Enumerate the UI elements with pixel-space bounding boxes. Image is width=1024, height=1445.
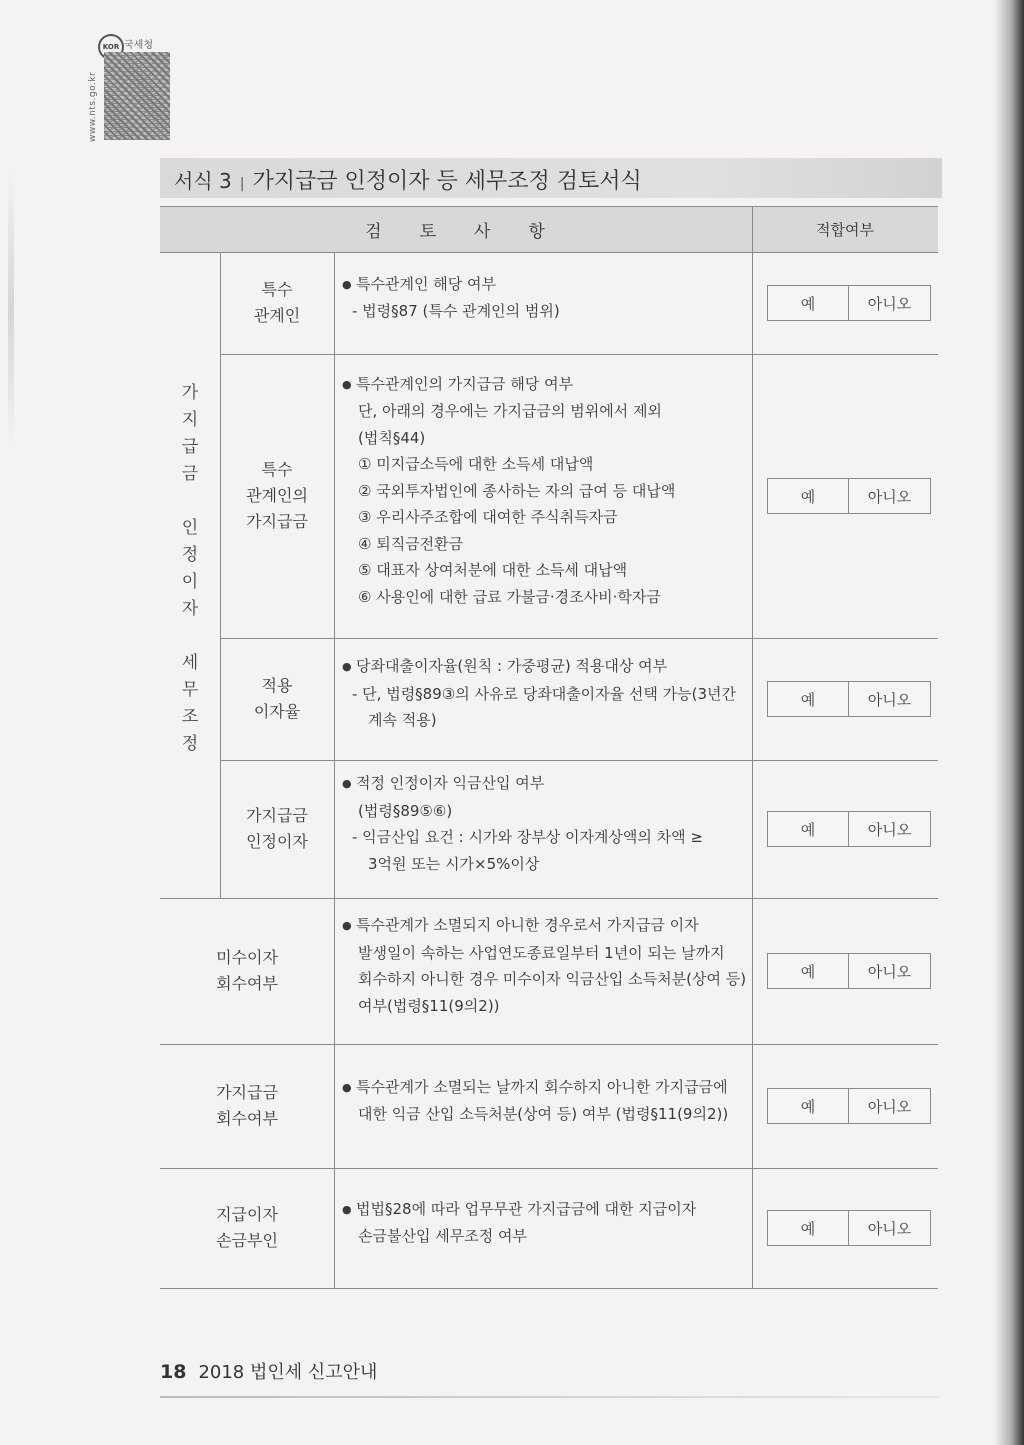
page-edge-shadow <box>994 0 1024 1445</box>
form-title-text: 가지급금 인정이자 등 세무조정 검토서식 <box>252 169 642 194</box>
group-label-char: 가 <box>181 383 199 403</box>
detail-line <box>342 966 746 993</box>
bullet-item <box>342 371 746 399</box>
group-label-char: 무 <box>181 680 199 700</box>
group-label-char: 자 <box>181 599 199 619</box>
row-category: 미수이자 회수여부 <box>216 948 278 993</box>
qr-code-icon <box>104 52 170 140</box>
table-column-divider <box>334 252 335 1288</box>
row-review-content <box>342 912 746 1019</box>
line-text: (법칙§44) <box>358 428 426 447</box>
bullet-item <box>342 653 746 681</box>
line-text: ⑥ 사용인에 대한 급료 가불금·경조사비·학자금 <box>358 587 661 606</box>
group-label-char: 정 <box>181 734 199 754</box>
table-row-divider <box>160 206 938 207</box>
yes-option[interactable]: 예 <box>768 812 849 846</box>
no-option[interactable]: 아니오 <box>867 487 912 506</box>
detail-line <box>342 940 746 967</box>
form-title <box>174 164 642 195</box>
bullet-icon: ● <box>342 919 352 932</box>
bullet-item <box>342 271 746 299</box>
detail-line <box>342 707 746 734</box>
detail-line <box>342 824 746 851</box>
bullet-item <box>342 770 746 798</box>
line-text: - 익금산입 요건 : 시가와 장부상 이자계상액의 차액 ≥ <box>352 828 703 846</box>
page-footer <box>160 1358 377 1384</box>
footer-title: 2018 법인세 신고안내 <box>198 1362 378 1383</box>
detail-line <box>342 298 746 325</box>
compliance-choice <box>767 681 931 717</box>
row-category: 가지급금 회수여부 <box>216 1083 278 1128</box>
row-category: 특수 관계인 <box>253 280 301 325</box>
bullet-item <box>342 1196 746 1224</box>
line-text: 특수관계인의 가지급금 해당 여부 <box>356 374 574 393</box>
form-number: 서식 3 <box>174 169 232 193</box>
yes-option[interactable]: 예 <box>768 1089 849 1123</box>
line-text: ③ 우리사주조합에 대여한 주식취득자금 <box>358 508 618 527</box>
form-title-bar <box>160 158 942 198</box>
compliance-choice <box>767 285 931 321</box>
line-text: ① 미지급소득에 대한 소득세 대납액 <box>358 455 594 474</box>
yes-option[interactable]: 예 <box>768 286 849 320</box>
row-review-content <box>342 371 746 611</box>
review-table <box>160 206 938 1288</box>
table-column-divider <box>752 206 753 1288</box>
column-header-fit: 적합여부 <box>816 220 874 239</box>
bullet-icon: ● <box>342 1080 352 1094</box>
group-label-char: 이 <box>181 572 199 592</box>
group-label-char: 조 <box>181 707 199 727</box>
detail-line <box>342 451 746 478</box>
line-text: (법령§89⑤⑥) <box>358 801 453 820</box>
line-text: 법법§28에 따라 업무무관 가지급금에 대한 지급이자 <box>356 1199 697 1218</box>
no-option[interactable]: 아니오 <box>867 1097 912 1116</box>
table-row-divider <box>160 1288 938 1289</box>
agency-url: www.nts.go.kr <box>88 71 98 142</box>
group-label-char: 지 <box>181 410 199 430</box>
no-option[interactable]: 아니오 <box>867 820 912 839</box>
line-text: 계속 적용) <box>368 711 437 730</box>
page-number: 18 <box>160 1361 187 1383</box>
detail-line <box>342 798 746 825</box>
row-category: 가지급금 인정이자 <box>246 806 308 851</box>
line-text: 단, 아래의 경우에는 가지급금의 범위에서 제외 <box>358 402 662 421</box>
row-review-content <box>342 770 746 877</box>
line-text: 발생일이 속하는 사업연도종료일부터 1년이 되는 날까지 <box>358 943 725 962</box>
detail-line <box>342 504 746 531</box>
no-option[interactable]: 아니오 <box>867 294 912 313</box>
kor-logo-icon: KOR <box>98 34 124 60</box>
detail-line <box>342 993 746 1020</box>
bullet-icon: ● <box>342 777 352 790</box>
detail-line <box>342 478 746 505</box>
row-category: 적용 이자율 <box>253 676 301 721</box>
line-text: - 법령§87 (특수 관계인의 범위) <box>352 302 560 320</box>
bullet-item <box>342 1074 746 1102</box>
detail-line <box>342 557 746 584</box>
group-label-vertical <box>160 380 220 758</box>
line-text: 회수하지 아니한 경우 미수이자 익금산입 소득처분(상여 등) <box>358 970 747 988</box>
compliance-choice <box>767 811 931 847</box>
yes-option[interactable]: 예 <box>768 1211 849 1245</box>
yes-option[interactable]: 예 <box>768 682 849 716</box>
row-review-content <box>342 1196 746 1250</box>
group-label-char: 인 <box>181 518 199 538</box>
column-header-review: 검토사항 <box>365 221 583 242</box>
compliance-choice <box>767 1088 931 1124</box>
line-text: ⑤ 대표자 상여처분에 대한 소득세 대납액 <box>358 561 628 580</box>
bullet-icon: ● <box>342 377 352 391</box>
line-text: 당좌대출이자율(원칙 : 가중평균) 적용대상 여부 <box>356 657 668 676</box>
no-option[interactable]: 아니오 <box>867 962 912 981</box>
row-review-content <box>342 1074 746 1128</box>
row-category: 특수 관계인의 가지급금 <box>246 460 308 531</box>
scan-artifact <box>8 170 14 450</box>
yes-option[interactable]: 예 <box>768 954 849 988</box>
yes-option[interactable]: 예 <box>768 479 849 513</box>
detail-line <box>342 398 746 425</box>
detail-line <box>342 531 746 558</box>
no-option[interactable]: 아니오 <box>867 690 912 709</box>
line-text: ④ 퇴직금전환금 <box>358 534 464 553</box>
compliance-choice <box>767 953 931 989</box>
bullet-icon: ● <box>342 277 352 291</box>
line-text: ② 국외투자법인에 종사하는 자의 급여 등 대납액 <box>358 481 676 500</box>
line-text: 손금불산입 세무조정 여부 <box>358 1227 527 1245</box>
line-text: 특수관계인 해당 여부 <box>356 274 496 293</box>
group-label-char: 정 <box>181 545 199 565</box>
detail-line <box>342 1101 746 1128</box>
group-label-char: 세 <box>181 653 199 673</box>
footer-divider <box>160 1396 940 1398</box>
line-text: 3억원 또는 시가×5%이상 <box>368 854 540 873</box>
no-option[interactable]: 아니오 <box>867 1219 912 1238</box>
detail-line <box>342 851 746 878</box>
line-text: 적정 인정이자 익금산입 여부 <box>356 774 545 792</box>
group-label-char: 금 <box>181 464 199 484</box>
row-category: 지급이자 손금부인 <box>216 1205 278 1250</box>
line-text: - 단, 법령§89③의 사유로 당좌대출이자율 선택 가능(3년간 <box>352 684 737 703</box>
detail-line <box>342 681 746 708</box>
compliance-choice <box>767 1210 931 1246</box>
detail-line <box>342 1223 746 1250</box>
detail-line <box>342 584 746 611</box>
line-text: 여부(법령§11(9의2)) <box>358 996 500 1015</box>
detail-line <box>342 425 746 452</box>
agency-name: 국세청 <box>124 40 153 51</box>
compliance-choice <box>767 478 931 514</box>
line-text: 대한 익금 산입 소득처분(상여 등) 여부 (법령§11(9의2)) <box>358 1105 729 1123</box>
line-text: 특수관계가 소멸되는 날까지 회수하지 아니한 가지급금에 <box>356 1077 728 1096</box>
title-separator: | <box>239 176 245 192</box>
bullet-icon: ● <box>342 1202 352 1216</box>
row-review-content <box>342 271 746 325</box>
row-review-content <box>342 653 746 734</box>
line-text: 특수관계가 소멸되지 아니한 경우로서 가지급금 이자 <box>356 916 699 934</box>
bullet-item <box>342 912 746 940</box>
group-label-char: 급 <box>181 437 199 457</box>
bullet-icon: ● <box>342 660 352 674</box>
